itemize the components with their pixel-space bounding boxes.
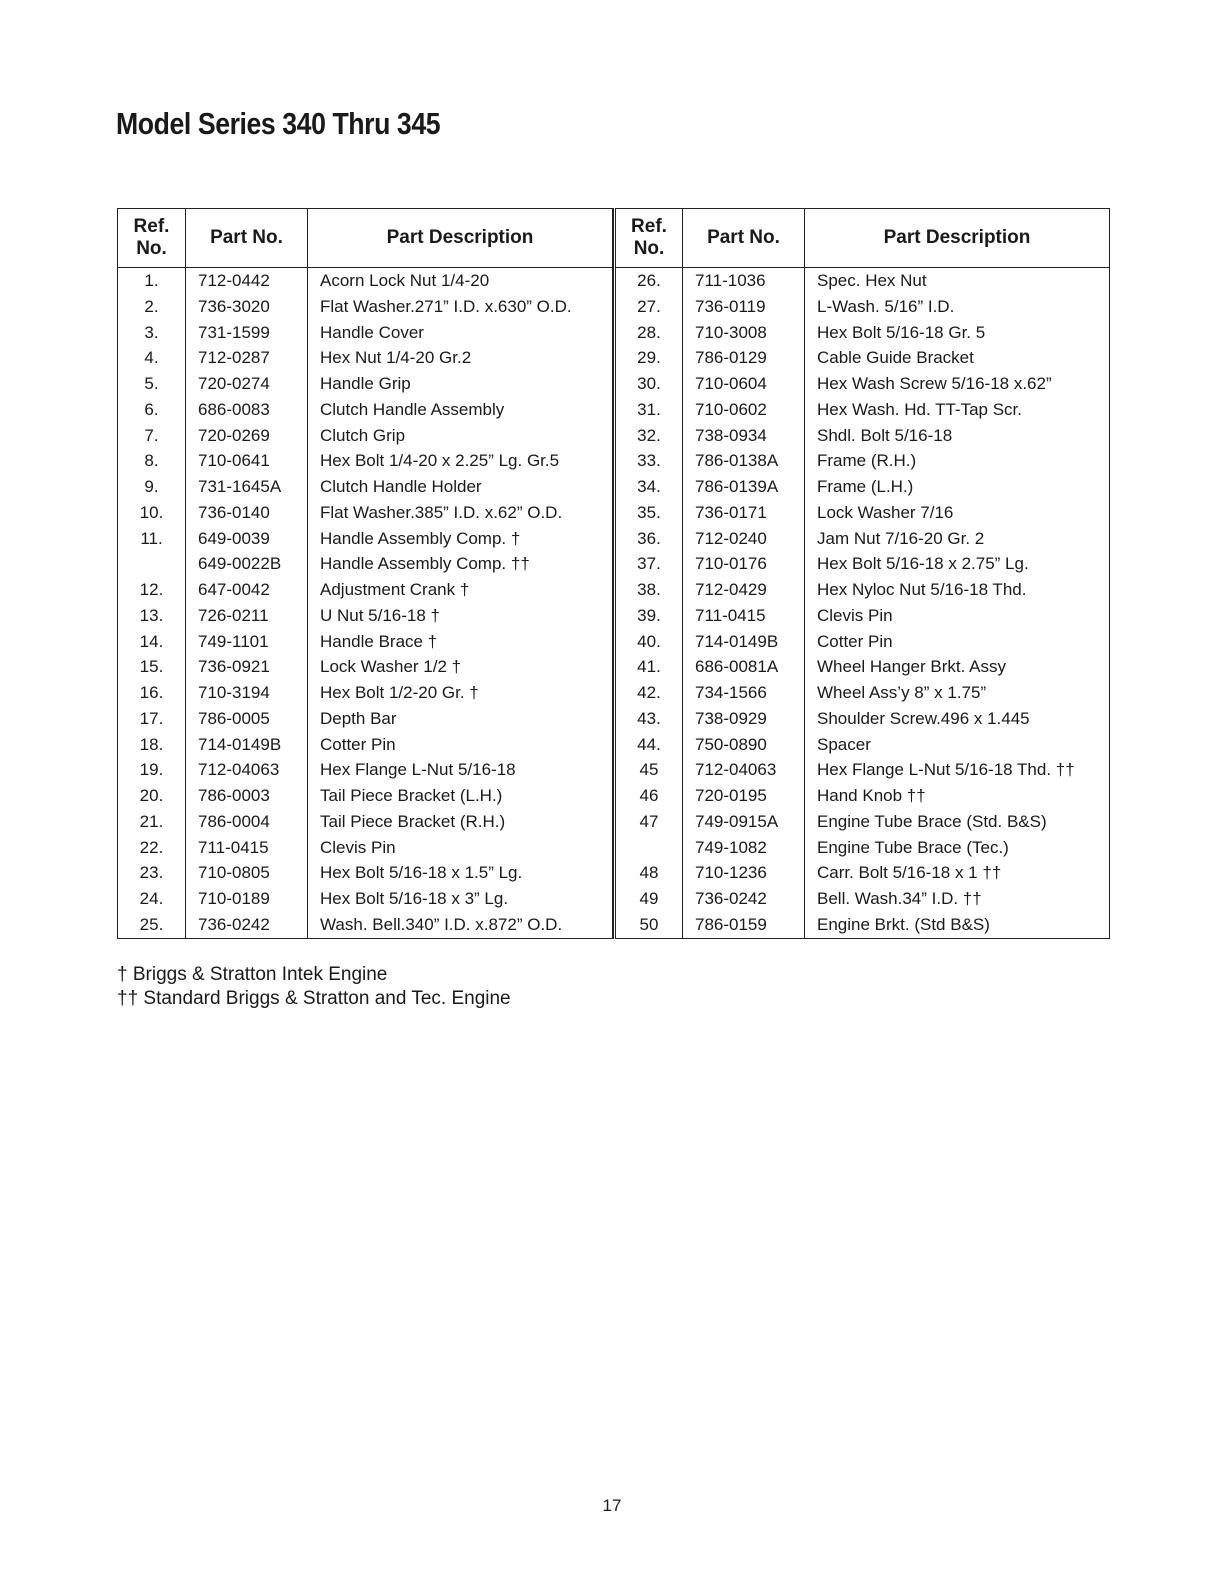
- part-no-cell: 786-0138A: [683, 448, 805, 474]
- ref-cell: 12.: [118, 577, 186, 603]
- ref-cell: 11.: [118, 526, 186, 552]
- part-description-cell: Handle Assembly Comp. †: [320, 528, 521, 548]
- part-no-cell: 710-0641: [186, 448, 308, 474]
- part-no-cell: 647-0042: [186, 577, 308, 603]
- ref-cell: 3.: [118, 320, 186, 346]
- table-row: [615, 860, 1110, 886]
- ref-cell: 30.: [615, 371, 683, 397]
- part-description-cell: Hex Nyloc Nut 5/16-18 Thd.: [817, 580, 1027, 599]
- table-row: [615, 526, 1110, 552]
- ref-cell: 21.: [118, 809, 186, 835]
- part-description-cell: Wheel Hanger Brkt. Assy: [817, 657, 1006, 677]
- table-row: [118, 397, 613, 423]
- part-description-cell: Lock Washer 1/2 †: [320, 657, 462, 677]
- part-no-cell: 710-0176: [683, 551, 805, 577]
- ref-cell: 43.: [615, 706, 683, 732]
- part-description-cell: Clutch Handle Holder: [320, 477, 482, 496]
- part-no-cell: 736-0242: [683, 886, 805, 912]
- part-no-cell: 710-1236: [683, 860, 805, 886]
- ref-cell: 9.: [118, 474, 186, 500]
- part-description-cell: Clutch Handle Assembly: [320, 399, 505, 419]
- part-no-cell: 711-0415: [683, 603, 805, 629]
- table-row: [118, 423, 613, 449]
- table-row: [118, 860, 613, 886]
- part-description-cell: Bell. Wash.34” I.D. ††: [817, 889, 982, 908]
- table-row: [118, 345, 613, 371]
- part-no-cell: 731-1645A: [186, 474, 308, 500]
- part-description-cell: Hand Knob ††: [817, 786, 926, 805]
- ref-cell: 17.: [118, 706, 186, 732]
- ref-cell: 36.: [615, 526, 683, 552]
- part-description-cell: Depth Bar: [320, 708, 397, 728]
- part-description-cell: Hex Flange L-Nut 5/16-18 Thd. ††: [817, 760, 1075, 780]
- table-row: [615, 757, 1110, 783]
- table-row: [615, 835, 1110, 861]
- ref-cell: 32.: [615, 423, 683, 449]
- ref-cell: 50: [615, 912, 683, 938]
- part-description-cell: Wash. Bell.340” I.D. x.872” O.D.: [320, 914, 563, 934]
- part-no-cell: 720-0195: [683, 783, 805, 809]
- table-row: [118, 783, 613, 809]
- table-row: [118, 551, 613, 577]
- table-row: [615, 706, 1110, 732]
- part-description-cell: Hex Bolt 5/16-18 Gr. 5: [817, 322, 986, 342]
- table-row: [118, 526, 613, 552]
- part-description-cell: Hex Bolt 1/4-20 x 2.25” Lg. Gr.5: [320, 451, 560, 471]
- padding-cell: [186, 938, 308, 939]
- part-description-cell: Lock Washer 7/16: [817, 502, 954, 522]
- part-no-cell: 749-1101: [186, 629, 308, 655]
- ref-cell: [118, 551, 186, 577]
- part-description-cell: Clevis Pin: [320, 837, 396, 857]
- ref-cell: 14.: [118, 629, 186, 655]
- part-no-cell: 736-0242: [186, 912, 308, 938]
- part-description-cell: Tail Piece Bracket (L.H.): [320, 786, 503, 805]
- table-row: [118, 448, 613, 474]
- part-no-cell: 710-0805: [186, 860, 308, 886]
- header-part-no: Part No.: [683, 209, 805, 268]
- part-description-cell: Hex Bolt 1/2-20 Gr. †: [320, 683, 479, 702]
- part-description-cell: Cable Guide Bracket: [817, 348, 974, 368]
- part-description-cell: Shoulder Screw.496 x 1.445: [817, 708, 1030, 728]
- table-row: [615, 603, 1110, 629]
- table-row: [615, 629, 1110, 655]
- part-description-cell: Engine Brkt. (Std B&S): [817, 914, 990, 934]
- table-header-row: [118, 209, 613, 268]
- table-padding-row: [118, 938, 613, 939]
- part-description-cell: Jam Nut 7/16-20 Gr. 2: [817, 528, 985, 548]
- part-no-cell: 712-04063: [186, 757, 308, 783]
- part-description-cell: Hex Bolt 5/16-18 x 3” Lg.: [320, 889, 509, 908]
- part-description-cell: Shdl. Bolt 5/16-18: [817, 425, 953, 445]
- table-row: [615, 397, 1110, 423]
- part-no-cell: 734-1566: [683, 680, 805, 706]
- part-no-cell: 712-0240: [683, 526, 805, 552]
- ref-cell: 18.: [118, 732, 186, 758]
- part-no-cell: 749-1082: [683, 835, 805, 861]
- part-no-cell: 711-1036: [683, 268, 805, 294]
- padding-cell: [118, 938, 186, 939]
- header-part-no: Part No.: [186, 209, 308, 268]
- part-description-cell: Frame (R.H.): [817, 451, 917, 471]
- part-no-cell: 649-0022B: [186, 551, 308, 577]
- part-no-cell: 736-0171: [683, 500, 805, 526]
- ref-cell: 22.: [118, 835, 186, 861]
- part-description-cell: Carr. Bolt 5/16-18 x 1 ††: [817, 863, 1002, 883]
- table-row: [118, 886, 613, 912]
- part-no-cell: 714-0149B: [186, 732, 308, 758]
- part-no-cell: 686-0083: [186, 397, 308, 423]
- part-no-cell: 786-0159: [683, 912, 805, 938]
- table-row: [118, 835, 613, 861]
- part-description-cell: Frame (L.H.): [817, 477, 914, 496]
- ref-cell: 24.: [118, 886, 186, 912]
- page-title: Model Series 340 Thru 345: [116, 106, 441, 141]
- part-description-cell: Spacer: [817, 734, 871, 754]
- table-row: [615, 912, 1110, 938]
- table-row: [118, 577, 613, 603]
- parts-table-right: [613, 208, 1110, 939]
- table-row: [118, 706, 613, 732]
- part-no-cell: 710-0602: [683, 397, 805, 423]
- ref-cell: 28.: [615, 320, 683, 346]
- table-row: [615, 345, 1110, 371]
- ref-cell: 42.: [615, 680, 683, 706]
- table-row: [615, 474, 1110, 500]
- ref-cell: 25.: [118, 912, 186, 938]
- ref-cell: 35.: [615, 500, 683, 526]
- ref-cell: 1.: [118, 268, 186, 294]
- part-no-cell: 736-0921: [186, 654, 308, 680]
- part-no-cell: 736-3020: [186, 294, 308, 320]
- part-description-cell: Handle Brace †: [320, 631, 438, 651]
- part-no-cell: 738-0929: [683, 706, 805, 732]
- part-no-cell: 786-0003: [186, 783, 308, 809]
- header-ref-line1: Ref.: [133, 216, 170, 237]
- part-description-cell: Hex Bolt 5/16-18 x 1.5” Lg.: [320, 863, 523, 883]
- part-no-cell: 712-0287: [186, 345, 308, 371]
- footnote-single-dagger: † Briggs & Stratton Intek Engine: [117, 964, 388, 985]
- ref-cell: 31.: [615, 397, 683, 423]
- part-description-cell: L-Wash. 5/16” I.D.: [817, 296, 955, 316]
- ref-cell: 5.: [118, 371, 186, 397]
- table-row: [118, 680, 613, 706]
- part-description-cell: Hex Wash. Hd. TT-Tap Scr.: [817, 399, 1023, 419]
- table-row: [118, 654, 613, 680]
- part-description-cell: Wheel Ass’y 8” x 1.75”: [817, 683, 987, 702]
- table-row: [615, 294, 1110, 320]
- table-row: [118, 371, 613, 397]
- footnote-double-dagger: †† Standard Briggs & Stratton and Tec. Engine: [117, 988, 511, 1009]
- part-no-cell: 712-0429: [683, 577, 805, 603]
- header-ref-no: [118, 209, 186, 268]
- ref-cell: 45: [615, 757, 683, 783]
- ref-cell: 13.: [118, 603, 186, 629]
- part-no-cell: 738-0934: [683, 423, 805, 449]
- table-row: [118, 629, 613, 655]
- ref-cell: 2.: [118, 294, 186, 320]
- part-no-cell: 714-0149B: [683, 629, 805, 655]
- ref-cell: 46: [615, 783, 683, 809]
- part-description-cell: Flat Washer.271” I.D. x.630” O.D.: [320, 296, 572, 316]
- ref-cell: 34.: [615, 474, 683, 500]
- table-row: [118, 268, 613, 294]
- table-row: [615, 680, 1110, 706]
- table-row: [615, 783, 1110, 809]
- table-row: [118, 603, 613, 629]
- part-description-cell: Hex Flange L-Nut 5/16-18: [320, 760, 516, 780]
- ref-cell: 20.: [118, 783, 186, 809]
- part-no-cell: 786-0139A: [683, 474, 805, 500]
- part-description-cell: Tail Piece Bracket (R.H.): [320, 811, 506, 831]
- ref-cell: 8.: [118, 448, 186, 474]
- ref-cell: 4.: [118, 345, 186, 371]
- part-no-cell: 731-1599: [186, 320, 308, 346]
- part-no-cell: 710-3008: [683, 320, 805, 346]
- ref-cell: 16.: [118, 680, 186, 706]
- part-no-cell: 726-0211: [186, 603, 308, 629]
- table-row: [615, 423, 1110, 449]
- table-header-row: [615, 209, 1110, 268]
- part-no-cell: 710-3194: [186, 680, 308, 706]
- part-description-cell: Handle Cover: [320, 322, 424, 342]
- part-description-cell: Hex Wash Screw 5/16-18 x.62”: [817, 374, 1052, 393]
- table-row: [118, 294, 613, 320]
- header-ref-no: [615, 209, 683, 268]
- part-description-cell: Engine Tube Brace (Tec.): [817, 837, 1009, 857]
- table-row: [615, 809, 1110, 835]
- part-no-cell: 649-0039: [186, 526, 308, 552]
- table-row: [118, 809, 613, 835]
- header-ref-line2: No.: [136, 238, 167, 259]
- header-part-description: Part Description: [308, 209, 613, 268]
- part-description-cell: Engine Tube Brace (Std. B&S): [817, 811, 1047, 831]
- ref-cell: 49: [615, 886, 683, 912]
- ref-cell: 29.: [615, 345, 683, 371]
- table-row: [615, 448, 1110, 474]
- part-description-cell: Flat Washer.385” I.D. x.62” O.D.: [320, 502, 563, 522]
- ref-cell: 39.: [615, 603, 683, 629]
- table-row: [118, 474, 613, 500]
- padding-cell: [308, 938, 613, 939]
- ref-cell: 27.: [615, 294, 683, 320]
- part-description-cell: Clevis Pin: [817, 605, 893, 625]
- footnotes: [117, 963, 511, 1011]
- ref-cell: [615, 835, 683, 861]
- table-row: [615, 500, 1110, 526]
- part-no-cell: 786-0129: [683, 345, 805, 371]
- table-row: [615, 320, 1110, 346]
- part-no-cell: 786-0005: [186, 706, 308, 732]
- ref-cell: 38.: [615, 577, 683, 603]
- table-row: [615, 371, 1110, 397]
- ref-cell: 47: [615, 809, 683, 835]
- ref-cell: 40.: [615, 629, 683, 655]
- ref-cell: 44.: [615, 732, 683, 758]
- parts-table-left: [117, 208, 613, 939]
- ref-cell: 6.: [118, 397, 186, 423]
- table-row: [615, 551, 1110, 577]
- padding-cell: [805, 938, 1110, 939]
- ref-cell: 41.: [615, 654, 683, 680]
- part-description-cell: U Nut 5/16-18 †: [320, 605, 441, 625]
- part-no-cell: 712-04063: [683, 757, 805, 783]
- part-no-cell: 786-0004: [186, 809, 308, 835]
- part-description-cell: Acorn Lock Nut 1/4-20: [320, 271, 490, 290]
- part-no-cell: 712-0442: [186, 268, 308, 294]
- header-ref-line1: Ref.: [631, 216, 667, 237]
- header-ref-line2: No.: [633, 238, 665, 259]
- part-description-cell: Hex Bolt 5/16-18 x 2.75” Lg.: [817, 554, 1029, 574]
- parts-list: [117, 208, 1110, 938]
- part-description-cell: Cotter Pin: [817, 631, 893, 651]
- page-number: 17: [602, 1496, 622, 1515]
- ref-cell: 26.: [615, 268, 683, 294]
- part-no-cell: 750-0890: [683, 732, 805, 758]
- part-description-cell: Spec. Hex Nut: [817, 271, 927, 290]
- table-row: [118, 757, 613, 783]
- ref-cell: 19.: [118, 757, 186, 783]
- ref-cell: 48: [615, 860, 683, 886]
- ref-cell: 33.: [615, 448, 683, 474]
- part-no-cell: 710-0189: [186, 886, 308, 912]
- part-no-cell: 736-0140: [186, 500, 308, 526]
- table-row: [615, 654, 1110, 680]
- part-no-cell: 686-0081A: [683, 654, 805, 680]
- part-description-cell: Clutch Grip: [320, 425, 406, 445]
- padding-cell: [683, 938, 805, 939]
- ref-cell: 37.: [615, 551, 683, 577]
- part-no-cell: 720-0269: [186, 423, 308, 449]
- table-row: [615, 268, 1110, 294]
- ref-cell: 23.: [118, 860, 186, 886]
- part-no-cell: 710-0604: [683, 371, 805, 397]
- part-no-cell: 711-0415: [186, 835, 308, 861]
- ref-cell: 10.: [118, 500, 186, 526]
- table-row: [118, 320, 613, 346]
- part-description-cell: Cotter Pin: [320, 734, 396, 754]
- padding-cell: [615, 938, 683, 939]
- table-row: [118, 732, 613, 758]
- table-row: [615, 732, 1110, 758]
- part-description-cell: Hex Nut 1/4-20 Gr.2: [320, 348, 472, 368]
- part-description-cell: Adjustment Crank †: [320, 580, 470, 599]
- part-description-cell: Handle Grip: [320, 374, 411, 393]
- part-description-cell: Handle Assembly Comp. ††: [320, 554, 530, 574]
- part-no-cell: 720-0274: [186, 371, 308, 397]
- table-row: [118, 500, 613, 526]
- part-no-cell: 736-0119: [683, 294, 805, 320]
- table-padding-row: [615, 938, 1110, 939]
- header-part-description: Part Description: [805, 209, 1110, 268]
- ref-cell: 7.: [118, 423, 186, 449]
- table-row: [615, 577, 1110, 603]
- part-no-cell: 749-0915A: [683, 809, 805, 835]
- table-row: [615, 886, 1110, 912]
- table-row: [118, 912, 613, 938]
- ref-cell: 15.: [118, 654, 186, 680]
